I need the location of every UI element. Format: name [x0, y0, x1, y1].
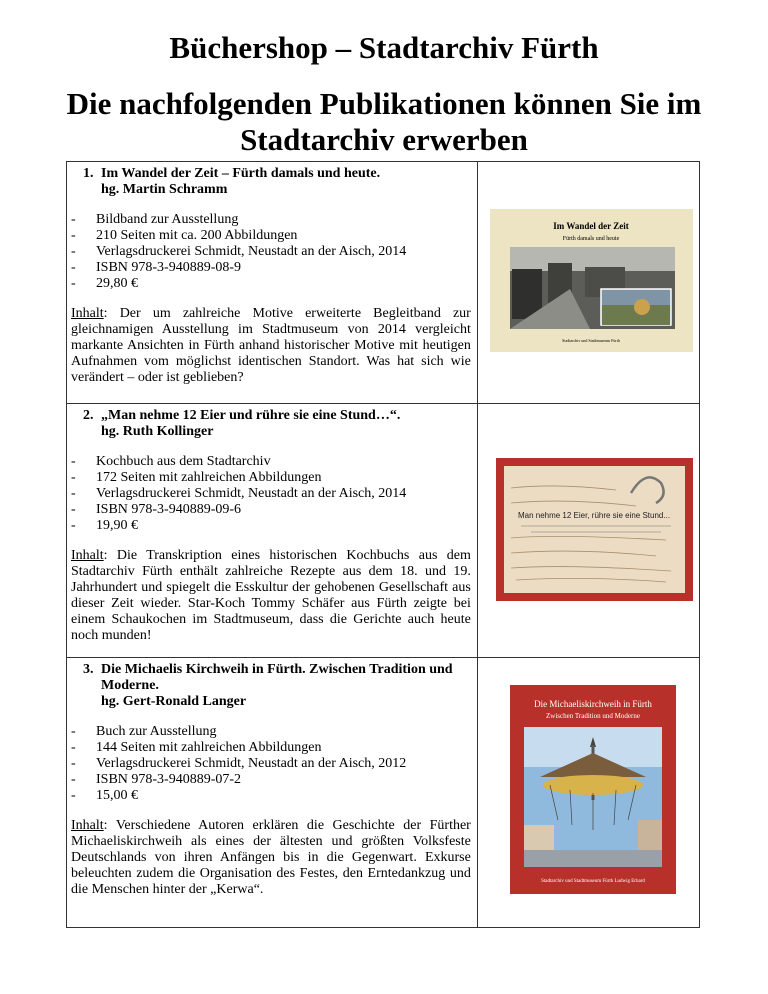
publication-facts: [71, 454, 471, 534]
fact-item: - ISBN 978-3-940889-08-9: [71, 260, 471, 276]
publication-facts: [71, 724, 471, 804]
fact-item: - 29,80 €: [71, 276, 471, 292]
publication-row: [67, 658, 700, 928]
fact-item: - Verlagsdruckerei Schmidt, Neustadt an der Aisch, 2014: [71, 244, 471, 260]
svg-text:Stadtarchiv und Stadtmuseum Fü: Stadtarchiv und Stadtmuseum Fürth: [562, 338, 620, 343]
publications-table: [66, 161, 700, 928]
svg-text:Im Wandel der Zeit: Im Wandel der Zeit: [553, 221, 629, 231]
publication-title: Die Michaelis Kirchweih in Fürth. Zwischen Tradition und Moderne.: [101, 662, 453, 693]
svg-text:Stadtarchiv und Stadtmuseum Fü: Stadtarchiv und Stadtmuseum Fürth Ludwig Erhard: [540, 879, 645, 884]
publication-title: „Man nehme 12 Eier und rühre sie eine Stund…“.: [101, 408, 401, 423]
fact-item: - 172 Seiten mit zahlreichen Abbildungen: [71, 470, 471, 486]
page-title: Büchershop – Stadtarchiv Fürth: [169, 30, 599, 65]
cover-cell: [477, 162, 699, 404]
publication-info: [67, 404, 478, 658]
fact-item: - Verlagsdruckerei Schmidt, Neustadt an der Aisch, 2014: [71, 486, 471, 502]
publication-editor: hg. Gert-Ronald Langer: [101, 694, 247, 709]
svg-text:Zwischen Tradition und Moderne: Zwischen Tradition und Moderne: [545, 712, 640, 720]
fact-item: - 144 Seiten mit zahlreichen Abbildungen: [71, 740, 471, 756]
publication-heading: 1. Im Wandel der Zeit – Fürth damals und heute. hg. Martin Schramm: [83, 166, 381, 197]
fact-item: - Bildband zur Ausstellung: [71, 212, 471, 228]
book-cover-image: [496, 458, 693, 601]
publication-editor: hg. Martin Schramm: [101, 182, 228, 197]
publication-description: Inhalt: Der um zahlreiche Motive erweiterte Begleitband zur gleichnamigen Ausstellung im Stadtmuseum von 2014 vergleicht markante Ansichten in Fürth anhand historischer Motive mit heutigen Aufnahmen vom möglichst identischen Standort. Was hat sich wie verändert – oder ist geblieben?: [71, 306, 471, 385]
cover-cell: [477, 658, 699, 928]
publication-heading: 3. Die Michaelis Kirchweih in Fürth. Zwischen Tradition und Moderne. hg. Gert-Ronald Langer: [83, 662, 453, 709]
publication-editor: hg. Ruth Kollinger: [101, 424, 214, 439]
fact-item: - Verlagsdruckerei Schmidt, Neustadt an der Aisch, 2012: [71, 756, 471, 772]
publication-facts: [71, 212, 471, 292]
publication-info: [67, 658, 478, 928]
svg-text:Fürth damals und heute: Fürth damals und heute: [562, 236, 620, 242]
fact-item: - 210 Seiten mit ca. 200 Abbildungen: [71, 228, 471, 244]
publication-description: Inhalt: Verschiedene Autoren erklären die Geschichte der Fürther Michaeliskirchweih als eines der ältesten und größten Volksfeste Deutschlands von ihren Anfängen bis in die Gegenwart. Exkurse beleuchten zudem die Organisation des Festes, den Erntedankzug und die Menschen hinter der „Kerwa“.: [71, 818, 471, 897]
fact-item: - 15,00 €: [71, 788, 471, 804]
book-cover-image: [490, 209, 693, 352]
book-cover-image: [510, 685, 676, 894]
publication-row: [67, 162, 700, 404]
svg-text:Man nehme 12 Eier, rühre sie e: Man nehme 12 Eier, rühre sie eine Stund...: [517, 511, 670, 520]
fact-item: - Kochbuch aus dem Stadtarchiv: [71, 454, 471, 470]
fact-item: - ISBN 978-3-940889-07-2: [71, 772, 471, 788]
publication-title: Im Wandel der Zeit – Fürth damals und heute.: [101, 166, 381, 181]
publication-heading: 2. „Man nehme 12 Eier und rühre sie eine Stund…“. hg. Ruth Kollinger: [83, 408, 401, 439]
publication-info: [67, 162, 478, 404]
publication-description: Inhalt: Die Transkription eines historischen Kochbuchs aus dem Stadtarchiv Fürth enthält zahlreiche Rezepte aus dem 18. und 19. Jahrhundert und spiegelt die Esskultur der gehobenen Gesellschaft aus dieser Zeit wieder. Star-Koch Tommy Schäfer aus Fürth zeigte bei einem Schaukochen im Stadtmuseum, dass die Gerichte auch heute noch munden!: [71, 548, 471, 643]
publication-row: [67, 404, 700, 658]
cover-cell: [477, 404, 699, 658]
page-subtitle: Die nachfolgenden Publikationen können Sie im Stadtarchiv erwerben: [66, 86, 702, 157]
fact-item: - ISBN 978-3-940889-09-6: [71, 502, 471, 518]
fact-item: - Buch zur Ausstellung: [71, 724, 471, 740]
fact-item: - 19,90 €: [71, 518, 471, 534]
svg-text:Die Michaeliskirchweih in Fürt: Die Michaeliskirchweih in Fürth: [533, 699, 652, 709]
